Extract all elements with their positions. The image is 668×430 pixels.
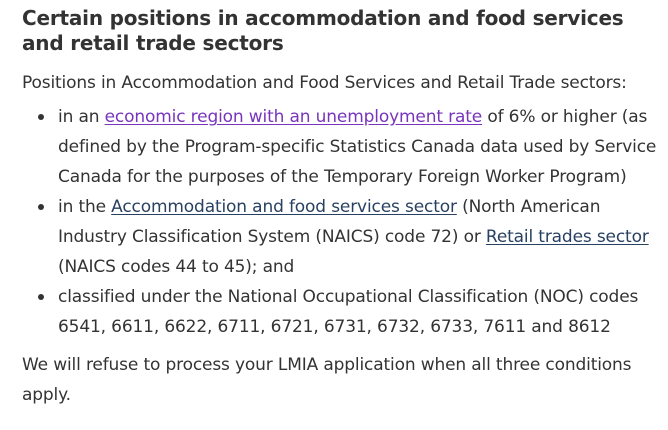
conditions-list [22, 102, 662, 342]
condition-suffix: of 6% or higher (as defined by the Program-specific Statistics Canada data used by Service Canada for the purposes of the Temporary Foreign Worker Program) [58, 107, 657, 187]
condition-middle: (North American Industry Classification System (NAICS) code 72) or [58, 197, 601, 247]
condition-prefix: in the [58, 197, 112, 217]
list-item [58, 102, 662, 192]
retail-trades-link[interactable]: Retail trades sector [485, 227, 649, 247]
list-item [58, 282, 662, 342]
bullet-icon [38, 294, 44, 300]
unemployment-rate-link[interactable]: economic region with an unemployment rate [104, 107, 483, 127]
closing-text: We will refuse to process your LMIA application when all three conditions apply. [22, 355, 632, 405]
accommodation-food-services-link[interactable]: Accommodation and food services sector [111, 197, 457, 217]
list-item [58, 192, 662, 282]
condition-prefix: in an [58, 107, 105, 127]
condition-text: classified under the National Occupational Classification (NOC) codes 6541, 6611, 6622, 6711, 6721, 6731, 6732, 6733, 7611 and 8612 [58, 287, 639, 337]
bullet-icon [38, 114, 44, 120]
section-heading: Certain positions in accommodation and food services and retail trade sectors [22, 6, 624, 55]
bullet-icon [38, 204, 44, 210]
condition-suffix: (NAICS codes 44 to 45); and [58, 257, 295, 277]
intro-text: Positions in Accommodation and Food Services and Retail Trade sectors: [22, 73, 627, 93]
